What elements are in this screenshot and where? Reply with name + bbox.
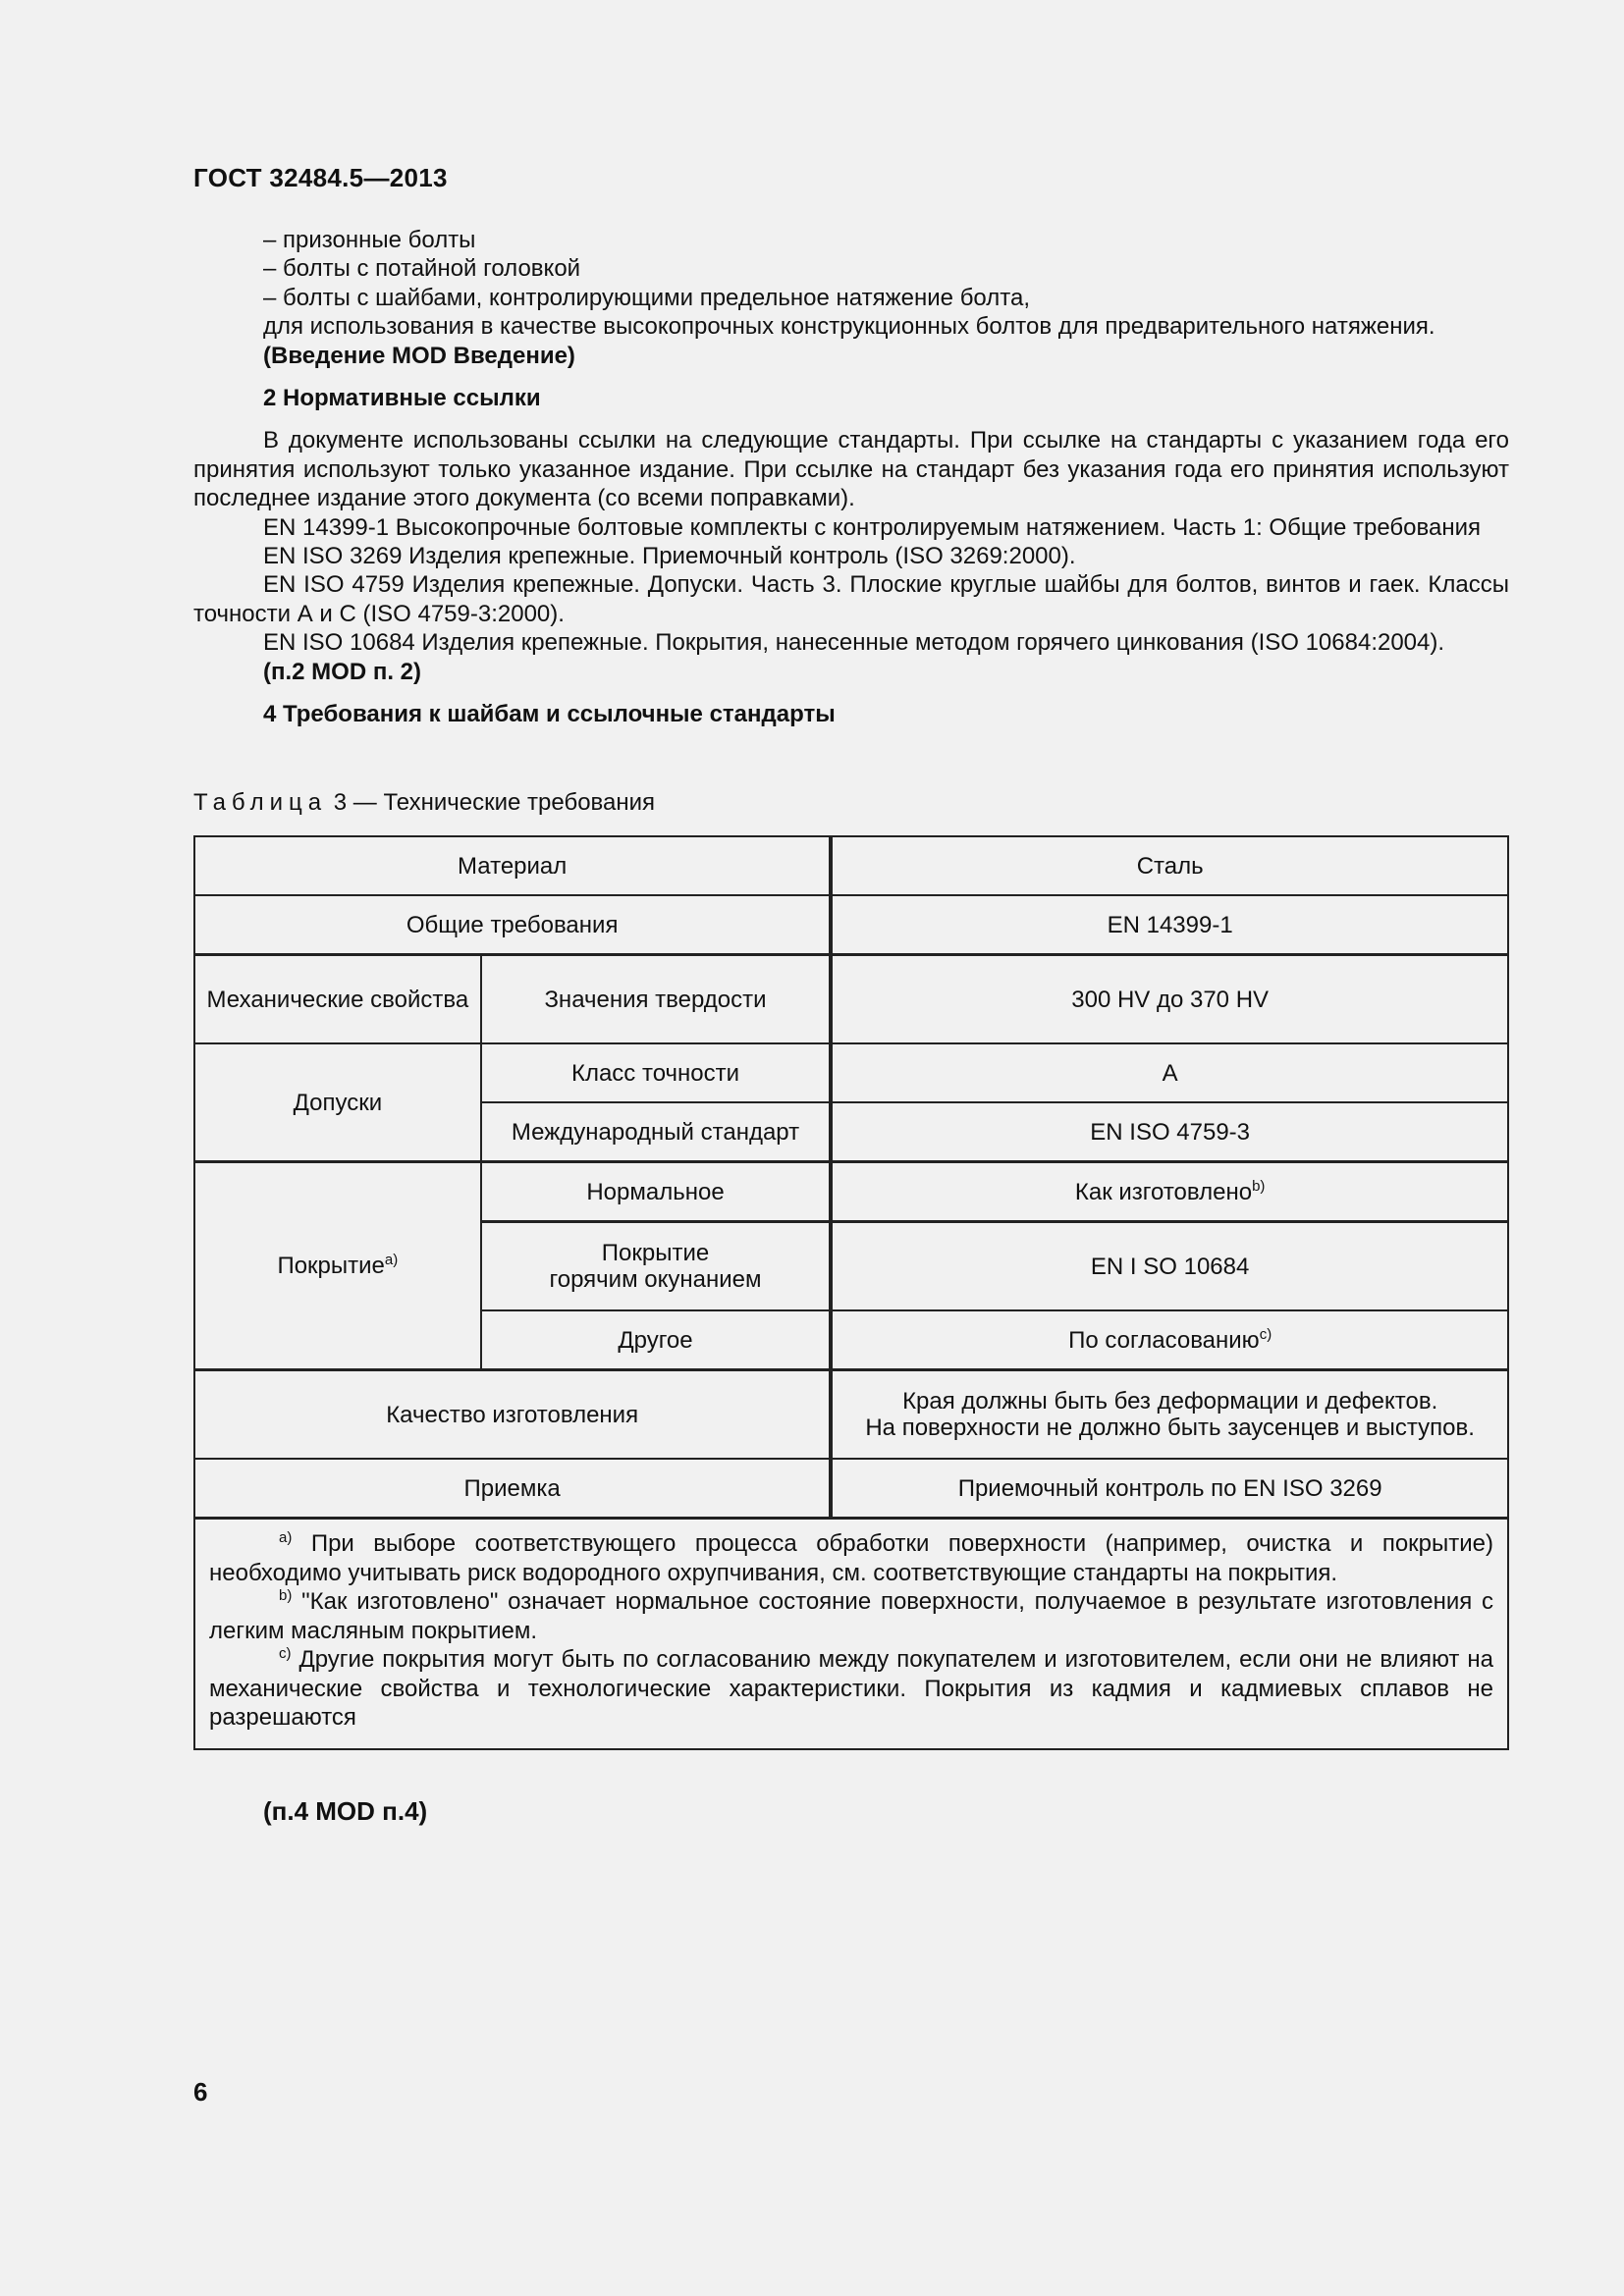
coating-normal-label: Нормальное	[481, 1162, 832, 1222]
quality-value-line2: На поверхности не должно быть заусенцев и выступов.	[865, 1415, 1475, 1441]
table-row-notes	[194, 1519, 1508, 1749]
coating-group	[194, 1162, 481, 1370]
coating-normal-footnote-mark: b)	[1252, 1177, 1266, 1195]
coating-other-label: Другое	[481, 1310, 832, 1370]
mechanical-group: Механические свойства	[194, 955, 481, 1044]
table-caption-text: 3 — Технические требования	[327, 789, 656, 816]
coating-normal-text: Как изготовлено	[1074, 1178, 1253, 1205]
coating-hot-label-line2: горячим окунанием	[549, 1266, 762, 1293]
tolerance-class-label: Класс точности	[481, 1043, 832, 1102]
intro-item-3: – болты с шайбами, контролирующими предельное натяжение болта,	[263, 284, 1030, 311]
coating-other-text: По согласованию	[1068, 1326, 1260, 1354]
tolerances-group: Допуски	[194, 1043, 481, 1162]
coating-hot-value: EN I SO 10684	[831, 1222, 1508, 1311]
coating-other-footnote-mark: c)	[1259, 1325, 1272, 1343]
coating-hot-label	[481, 1222, 832, 1311]
table-caption-label: Таблица	[193, 789, 328, 816]
page-number: 6	[193, 2077, 208, 2107]
note-c-text: Другие покрытия могут быть по согласованию между покупателем и изготовителем, если они не влияют на механические свойства и технологические характеристики. Покрытия из кадмия и кадмиевых сплавов не разрешаются	[209, 1646, 1493, 1731]
hardness-label: Значения твердости	[481, 955, 832, 1044]
table-note-a	[209, 1529, 1493, 1587]
coating-group-label: Покрытие	[277, 1253, 385, 1279]
table-caption	[193, 789, 655, 817]
coating-footnote-mark: a)	[384, 1252, 399, 1268]
document-page	[193, 0, 1509, 2296]
quality-label: Качество изготовления	[194, 1370, 831, 1460]
note-a-mark: a)	[279, 1529, 293, 1546]
table-row-mechanical	[194, 955, 1508, 1044]
reference-en-iso-4759: EN ISO 4759 Изделия крепежные. Допуски. Часть 3. Плоские круглые шайбы для болтов, винтов и гаек. Классы точности А и С (ISO 4759-3:2000).	[193, 571, 1509, 627]
requirements-table	[193, 835, 1509, 1750]
table-row-quality	[194, 1370, 1508, 1460]
quality-value-line1: Края должны быть без деформации и дефектов.	[902, 1388, 1438, 1415]
quality-value	[831, 1370, 1508, 1460]
table-row-acceptance	[194, 1459, 1508, 1519]
intro-mod-note: (Введение MOD Введение)	[263, 342, 575, 369]
table-note-c	[209, 1645, 1493, 1733]
hardness-value: 300 HV до 370 HV	[831, 955, 1508, 1044]
note-a-text: При выборе соответствующего процесса обработки поверхности (например, очистка и покрытие) необходимо учитывать риск водородного охрупчивания, см. соответствующие стандарты на покрытия.	[209, 1530, 1493, 1586]
coating-other-value	[831, 1310, 1508, 1370]
section-2-title: 2 Нормативные ссылки	[263, 385, 541, 412]
section-4-title: 4 Требования к шайбам и ссылочные стандарты	[263, 701, 836, 728]
section-2-paragraph: В документе использованы ссылки на следующие стандарты. При ссылке на стандарты с указанием года его принятия используют только указанное издание. При ссылке на стандарт без указания года его принятия используют последнее издание этого документа (со всеми поправками).	[193, 427, 1509, 512]
material-value: Сталь	[831, 836, 1508, 895]
table-row-material	[194, 836, 1508, 895]
section-4-mod-note: (п.4 MOD п.4)	[263, 1796, 428, 1826]
acceptance-value: Приемочный контроль по EN ISO 3269	[831, 1459, 1508, 1519]
intl-standard-value: EN ISO 4759-3	[831, 1102, 1508, 1162]
document-header: ГОСТ 32484.5—2013	[193, 163, 448, 192]
general-label: Общие требования	[194, 895, 831, 955]
body-text	[193, 226, 1509, 729]
intl-standard-label: Международный стандарт	[481, 1102, 832, 1162]
note-b-text: "Как изготовлено" означает нормальное состояние поверхности, получаемое в результате изготовления с легким масляным покрытием.	[209, 1588, 1493, 1644]
table-row-coating-normal	[194, 1162, 1508, 1222]
coating-normal-value	[831, 1162, 1508, 1222]
table-notes	[194, 1519, 1508, 1749]
note-c-mark: c)	[279, 1645, 292, 1662]
intro-item-1: – призонные болты	[263, 227, 476, 253]
table-note-b	[209, 1587, 1493, 1645]
section-2-mod-note: (п.2 MOD п. 2)	[263, 658, 422, 685]
intro-purpose: для использования в качестве высокопрочных конструкционных болтов для предварительного натяжения.	[263, 313, 1435, 341]
tolerance-class-value: A	[831, 1043, 1508, 1102]
reference-en-iso-3269: EN ISO 3269 Изделия крепежные. Приемочный контроль (ISO 3269:2000).	[263, 543, 1076, 570]
reference-en-iso-10684: EN ISO 10684 Изделия крепежные. Покрытия, нанесенные методом горячего цинкования (ISO 10684:2004).	[263, 629, 1445, 657]
note-b-mark: b)	[279, 1587, 293, 1604]
coating-hot-label-line1: Покрытие	[601, 1240, 710, 1266]
reference-en-14399-1: EN 14399-1 Высокопрочные болтовые комплекты с контролируемым натяжением. Часть 1: Общие требования	[263, 513, 1481, 541]
material-label: Материал	[194, 836, 831, 895]
table-row-general	[194, 895, 1508, 955]
intro-item-2: – болты с потайной головкой	[263, 255, 581, 283]
table-row-tolerance-class	[194, 1043, 1508, 1102]
general-value: EN 14399-1	[831, 895, 1508, 955]
acceptance-label: Приемка	[194, 1459, 831, 1519]
